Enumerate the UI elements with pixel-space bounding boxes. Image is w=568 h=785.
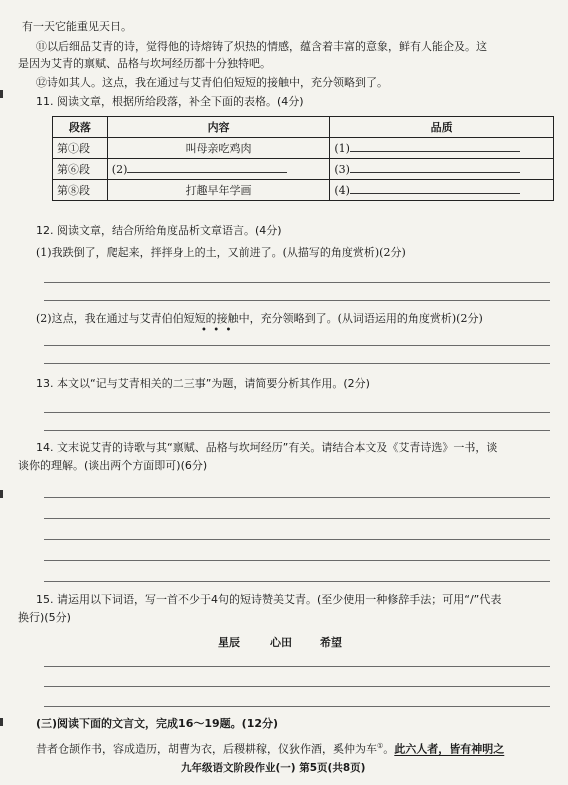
row-content-label: (2) xyxy=(111,163,128,176)
footnote-mark: ① xyxy=(377,742,384,750)
row-content: 叫母亲吃鸡肉 xyxy=(107,138,330,159)
question-14-prompt: 14. 文末说艾青的诗歌与其“禀赋、品格与坎坷经历”有关。请结合本文及《艾青诗选》一书，谈 xyxy=(36,441,498,454)
row-quality-label: (4) xyxy=(334,184,350,197)
table-row xyxy=(53,180,554,201)
answer-line[interactable] xyxy=(44,363,550,364)
header-quality: 品质 xyxy=(330,117,554,138)
answer-line[interactable] xyxy=(44,581,550,582)
underlined-sentence: 此六人者，皆有神明之 xyxy=(394,742,505,756)
paragraph-12: ⑫诗如其人。这点，我在通过与艾青伯伯短短的接触中，充分领略到了。 xyxy=(36,76,388,89)
row-paragraph: 第⑥段 xyxy=(53,159,108,180)
answer-table xyxy=(52,116,554,201)
classical-text-b: 。 xyxy=(383,742,395,756)
answer-line[interactable] xyxy=(44,282,550,283)
answer-line[interactable] xyxy=(44,686,550,687)
row-quality-cell[interactable] xyxy=(330,180,554,201)
question-15-prompt-cont: 换行)(5分) xyxy=(18,611,71,624)
classical-text-a: 昔者仓颉作书，容成造历，胡曹为衣，后稷耕稼，仪狄作酒，奚仲为车 xyxy=(36,742,377,756)
row-content: 打趣早年学画 xyxy=(107,180,330,201)
answer-line[interactable] xyxy=(44,539,550,540)
row-paragraph: 第①段 xyxy=(53,138,108,159)
answer-blank[interactable] xyxy=(127,162,287,173)
page-footer: 九年级语文阶段作业(一) 第5页(共8页) xyxy=(181,762,366,774)
row-paragraph: 第⑧段 xyxy=(53,180,108,201)
paragraph-text: 有一天它能重见天日。 xyxy=(22,20,132,33)
answer-line[interactable] xyxy=(44,666,550,667)
question-12-sub2: (2)这点，我在通过与艾青伯伯短短的接触中，充分领略到了。(从词语运用的角度赏析)(2分) xyxy=(36,312,483,325)
answer-line[interactable] xyxy=(44,497,550,498)
answer-line[interactable] xyxy=(44,345,550,346)
question-13-prompt: 13. 本文以“记与艾青相关的二三事”为题，请简要分析其作用。(2分) xyxy=(36,377,370,390)
row-quality-cell[interactable] xyxy=(330,138,554,159)
paragraph-11-cont: 是因为艾青的禀赋、品格与坎坷经历都十分独特吧。 xyxy=(18,57,271,70)
question-12-sub1: (1)我跌倒了，爬起来，拌拌身上的土，又前进了。(从描写的角度赏析)(2分) xyxy=(36,246,406,259)
section-3-heading: (三)阅读下面的文言文，完成16～19题。(12分) xyxy=(36,717,279,730)
row-content-cell[interactable] xyxy=(107,159,330,180)
emphasis-dots: • • • xyxy=(201,325,232,336)
question-15-prompt: 15. 请运用以下词语，写一首不少于4句的短诗赞美艾青。(至少使用一种修辞手法；可用“/”代表 xyxy=(36,593,502,606)
classical-text xyxy=(36,739,504,757)
table-row xyxy=(53,138,554,159)
header-content: 内容 xyxy=(107,117,330,138)
question-14-prompt-cont: 谈你的理解。(谈出两个方面即可)(6分) xyxy=(18,459,208,472)
header-paragraph: 段落 xyxy=(53,117,108,138)
word-heart: 心田 xyxy=(270,636,292,649)
answer-line[interactable] xyxy=(44,300,550,301)
row-quality-label: (3) xyxy=(334,163,350,176)
answer-line[interactable] xyxy=(44,518,550,519)
answer-line[interactable] xyxy=(44,430,550,431)
row-quality-cell[interactable] xyxy=(330,159,554,180)
binding-mark xyxy=(0,718,3,726)
binding-mark xyxy=(0,90,3,98)
question-12-prompt: 12. 阅读文章，结合所给角度品析文章语言。(4分) xyxy=(36,224,282,237)
table-header-row xyxy=(53,117,554,138)
answer-blank[interactable] xyxy=(350,141,520,152)
answer-line[interactable] xyxy=(44,412,550,413)
answer-line[interactable] xyxy=(44,560,550,561)
answer-blank[interactable] xyxy=(350,162,520,173)
binding-mark xyxy=(0,490,3,498)
answer-line[interactable] xyxy=(44,706,550,707)
word-star: 星辰 xyxy=(218,636,240,649)
table-row xyxy=(53,159,554,180)
paragraph-11: ⑪以后细品艾青的诗，觉得他的诗熔铸了炽热的情感，蕴含着丰富的意象，鲜有人能企及。这 xyxy=(36,40,487,53)
question-11-prompt: 11. 阅读文章，根据所给段落，补全下面的表格。(4分) xyxy=(36,95,304,108)
row-quality-label: (1) xyxy=(334,142,350,155)
word-hope: 希望 xyxy=(320,636,342,649)
answer-blank[interactable] xyxy=(350,183,520,194)
